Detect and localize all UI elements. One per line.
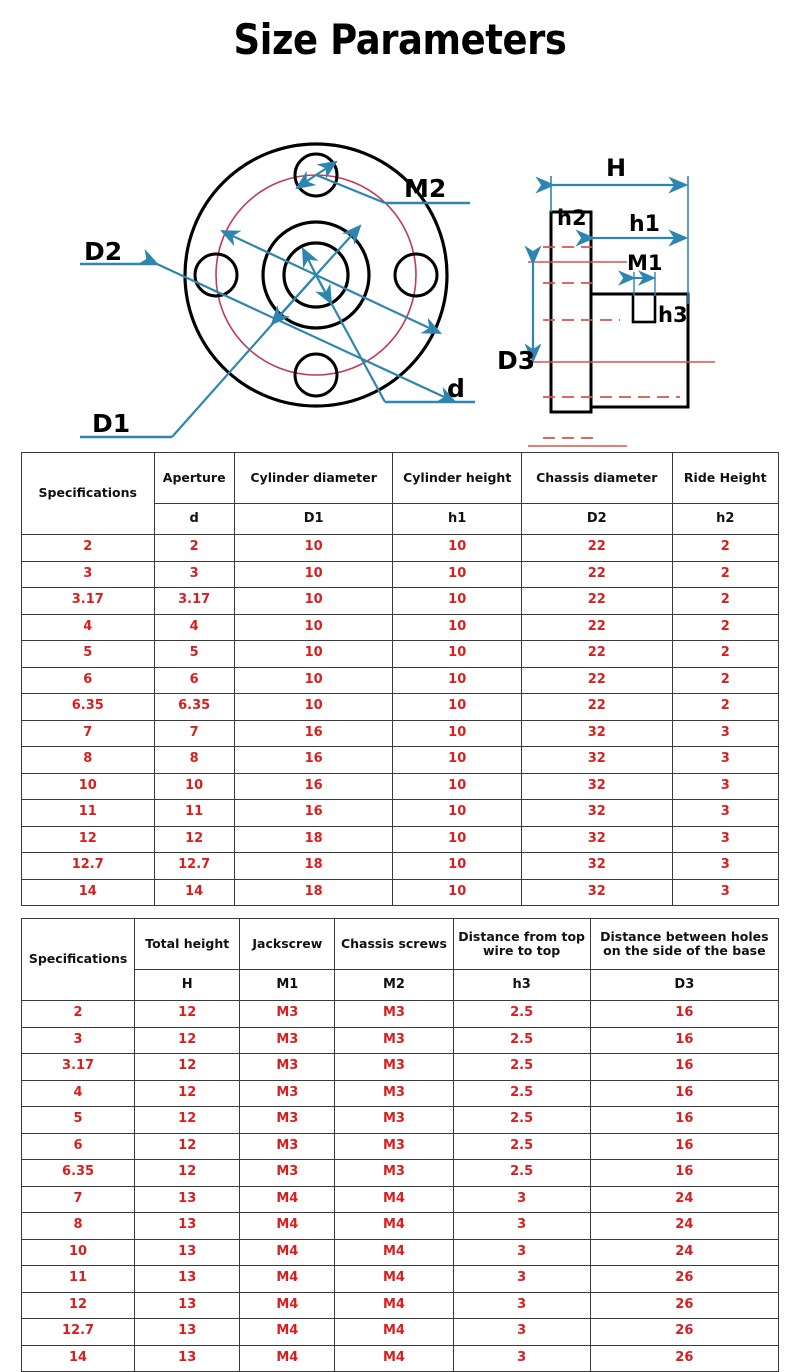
column-header: Cylinder diameter [234,453,393,504]
table-cell: 2 [672,535,778,562]
table-cell: 16 [590,1107,778,1134]
table-cell: 8 [154,747,234,774]
table-cell: 2.5 [453,1107,590,1134]
table-row [22,1080,779,1107]
table-cell: M4 [335,1292,453,1319]
table-cell: 16 [234,773,393,800]
column-symbol: H [135,970,240,1001]
table-cell: 16 [590,1080,778,1107]
table-cell: M4 [335,1266,453,1293]
table-header-row [22,453,779,504]
table-cell: 16 [234,800,393,827]
table-cell: M3 [335,1133,453,1160]
table-cell: 26 [590,1292,778,1319]
table-cell: 3 [672,826,778,853]
table-cell: M3 [335,1027,453,1054]
page-title: Size Parameters [233,15,567,64]
table-cell: 10 [393,747,522,774]
hidden-lines-group [543,247,680,452]
table-cell: 3 [672,720,778,747]
table-cell: 22 [521,561,672,588]
column-symbol: D2 [521,504,672,535]
table-cell: M3 [240,1160,335,1187]
table-cell: 12.7 [22,853,155,880]
column-symbol: M1 [240,970,335,1001]
table-cell: 7 [22,720,155,747]
table-cell: 10 [393,641,522,668]
table-cell: 2.5 [453,1160,590,1187]
table-row [22,694,779,721]
table-cell: M3 [240,1001,335,1028]
table-row [22,1213,779,1240]
table-cell: 6 [154,667,234,694]
table-cell: 10 [234,561,393,588]
table-cell: 18 [234,879,393,906]
table-cell: 22 [521,535,672,562]
d1-arrow-lower [272,275,316,324]
table-cell: 5 [22,641,155,668]
table-cell: 2 [672,694,778,721]
table-cell: 3 [22,1027,135,1054]
table-cell: 6.35 [22,1160,135,1187]
table-row [22,879,779,906]
table-cell: 6.35 [154,694,234,721]
table-row [22,614,779,641]
column-header: Chassis screws [335,919,453,970]
column-header: Ride Height [672,453,778,504]
table-cell: M3 [335,1107,453,1134]
table-cell: 11 [22,1266,135,1293]
label-M2: M2 [404,174,447,203]
column-symbol: h1 [393,504,522,535]
table-cell: 10 [234,588,393,615]
table-cell: 18 [234,853,393,880]
table-row [22,1266,779,1293]
table-cell: 5 [22,1107,135,1134]
table-cell: 32 [521,720,672,747]
table-cell: 16 [234,720,393,747]
table-cell: M4 [335,1239,453,1266]
table-cell: 3 [672,773,778,800]
table-cell: M4 [335,1319,453,1346]
table-cell: 8 [22,1213,135,1240]
table-cell: 13 [135,1292,240,1319]
table-cell: 12 [135,1160,240,1187]
table-cell: 6 [22,667,155,694]
table-cell: 3 [453,1239,590,1266]
table-cell: 10 [234,694,393,721]
column-header: Specifications [22,919,135,1001]
table-cell: 8 [22,747,155,774]
table-cell: 10 [234,641,393,668]
table-row [22,667,779,694]
table-cell: M3 [240,1027,335,1054]
table-cell: M4 [240,1345,335,1372]
column-header: Distance between holes on the side of the base [590,919,778,970]
table-cell: 10 [393,667,522,694]
table-cell: 3 [154,561,234,588]
column-symbol: d [154,504,234,535]
table-row [22,800,779,827]
table-cell: 32 [521,747,672,774]
table-cell: M3 [335,1080,453,1107]
table-cell: 10 [22,773,155,800]
table-cell: 10 [234,667,393,694]
table-cell: M3 [335,1054,453,1081]
label-D3: D3 [497,346,536,375]
label-M1: M1 [627,251,663,275]
table-cell: 26 [590,1345,778,1372]
table-row [22,1054,779,1081]
label-D2: D2 [84,237,123,266]
d1-arrow-upper [316,226,360,275]
table-cell: 32 [521,853,672,880]
table-cell: 13 [135,1213,240,1240]
table2-body [22,1001,779,1372]
table-cell: 2.5 [453,1133,590,1160]
table-row [22,773,779,800]
label-h1: h1 [629,212,660,237]
table-cell: M4 [240,1319,335,1346]
table-cell: 2 [154,535,234,562]
table-row [22,1001,779,1028]
table-cell: 10 [154,773,234,800]
table-cell: 10 [234,535,393,562]
table-cell: 22 [521,614,672,641]
table-cell: M4 [335,1345,453,1372]
table-cell: M3 [240,1133,335,1160]
table-row [22,588,779,615]
table-cell: 3 [453,1213,590,1240]
label-h3: h3 [658,303,688,327]
table-row [22,1239,779,1266]
table-cell: 10 [393,879,522,906]
table-cell: 2 [672,614,778,641]
table-row [22,1292,779,1319]
table-cell: 2.5 [453,1001,590,1028]
table1-head [22,453,779,535]
table-row [22,1186,779,1213]
table-cell: 14 [22,879,155,906]
table-cell: M3 [240,1080,335,1107]
table-row [22,1160,779,1187]
table-cell: 5 [154,641,234,668]
table-cell: 2.5 [453,1054,590,1081]
table-cell: M3 [335,1160,453,1187]
table-cell: M3 [240,1107,335,1134]
table-cell: 3 [453,1292,590,1319]
table-row [22,1107,779,1134]
table-cell: 13 [135,1186,240,1213]
table-cell: 12 [135,1133,240,1160]
table-cell: 12 [135,1054,240,1081]
flange-front-view [80,144,475,438]
column-symbol: h2 [672,504,778,535]
column-symbol: M2 [335,970,453,1001]
table-cell: 18 [234,826,393,853]
table-cell: 10 [393,535,522,562]
table-row [22,1345,779,1372]
table-cell: 16 [590,1001,778,1028]
table-cell: 2 [672,588,778,615]
table-cell: 2.5 [453,1027,590,1054]
column-header: Specifications [22,453,155,535]
table-header-row [22,919,779,970]
table-cell: 10 [393,826,522,853]
table-cell: 22 [521,667,672,694]
table-cell: 3 [453,1319,590,1346]
table-cell: 10 [393,588,522,615]
column-symbol: D1 [234,504,393,535]
dimensions-table-primary [21,452,779,906]
flange-plate-profile [551,212,591,412]
table-row [22,561,779,588]
table-cell: 3 [672,747,778,774]
table-cell: 4 [22,614,155,641]
table-cell: 26 [590,1266,778,1293]
table-cell: 12.7 [154,853,234,880]
table1-container [0,452,800,906]
column-header: Cylinder height [393,453,522,504]
column-symbol: h3 [453,970,590,1001]
table-cell: 3 [453,1186,590,1213]
technical-drawing [0,72,800,452]
table-cell: 24 [590,1186,778,1213]
table-cell: 16 [590,1027,778,1054]
table-cell: 10 [393,853,522,880]
table-row [22,641,779,668]
table-cell: 3 [672,853,778,880]
table-cell: 12 [135,1107,240,1134]
table-cell: 12.7 [22,1319,135,1346]
table-cell: 13 [135,1266,240,1293]
table-cell: M4 [240,1292,335,1319]
table-row [22,1027,779,1054]
table-cell: 2 [672,641,778,668]
table-cell: 13 [135,1239,240,1266]
dimensions-table-secondary [21,918,779,1372]
table-symbol-row [22,970,779,1001]
table-cell: 13 [135,1319,240,1346]
table2-container [0,918,800,1372]
label-D1: D1 [92,409,131,438]
table-cell: 6 [22,1133,135,1160]
table2-head [22,919,779,1001]
setscrew-notch [633,294,655,322]
table-cell: 16 [590,1133,778,1160]
table-cell: 3.17 [22,1054,135,1081]
table-cell: 26 [590,1319,778,1346]
m2-arrow-upper [316,162,336,175]
table-cell: 10 [393,561,522,588]
table-cell: 14 [22,1345,135,1372]
table-cell: 14 [154,879,234,906]
table-cell: 2 [672,667,778,694]
table-cell: 12 [22,826,155,853]
table-cell: 16 [590,1054,778,1081]
table-cell: M4 [335,1186,453,1213]
table-cell: 10 [393,614,522,641]
table-cell: 4 [22,1080,135,1107]
table-cell: 10 [22,1239,135,1266]
table-cell: 32 [521,773,672,800]
table-cell: 13 [135,1345,240,1372]
table-cell: 3 [672,879,778,906]
table-cell: 12 [154,826,234,853]
table-cell: 24 [590,1239,778,1266]
table-row [22,1133,779,1160]
table-cell: 2 [22,1001,135,1028]
table-cell: M4 [240,1186,335,1213]
table-cell: 2.5 [453,1080,590,1107]
table-cell: M4 [240,1239,335,1266]
table-cell: 10 [234,614,393,641]
column-header: Distance from top wire to top [453,919,590,970]
table-cell: 6.35 [22,694,155,721]
table-cell: 3 [453,1345,590,1372]
table-cell: M4 [335,1213,453,1240]
table-row [22,535,779,562]
table-cell: M3 [240,1054,335,1081]
table-cell: 10 [393,773,522,800]
table-cell: M3 [335,1001,453,1028]
table-cell: 22 [521,694,672,721]
table-cell: 32 [521,826,672,853]
label-h2: h2 [557,206,587,230]
column-header: Chassis diameter [521,453,672,504]
table-cell: 2 [22,535,155,562]
table-cell: 3 [453,1266,590,1293]
table-cell: 7 [22,1186,135,1213]
table-cell: 12 [135,1027,240,1054]
table-cell: 12 [22,1292,135,1319]
table-cell: 16 [234,747,393,774]
table-cell: 3.17 [154,588,234,615]
column-symbol: D3 [590,970,778,1001]
table1-body [22,535,779,906]
table-row [22,853,779,880]
table-cell: 12 [135,1001,240,1028]
label-H: H [606,154,627,182]
table-cell: 16 [590,1160,778,1187]
table-cell: 10 [393,694,522,721]
table-cell: 32 [521,800,672,827]
table-row [22,826,779,853]
table-cell: 10 [393,720,522,747]
table-cell: 12 [135,1080,240,1107]
table-cell: 22 [521,588,672,615]
table-cell: 11 [154,800,234,827]
column-header: Total height [135,919,240,970]
table-cell: 2 [672,561,778,588]
table-cell: 4 [154,614,234,641]
table-cell: M4 [240,1266,335,1293]
table-cell: 32 [521,879,672,906]
table-row [22,747,779,774]
table-cell: 3 [22,561,155,588]
flange-side-view [497,154,715,452]
column-header: Aperture [154,453,234,504]
table-cell: M4 [240,1213,335,1240]
table-row [22,720,779,747]
label-d: d [447,374,465,403]
table-cell: 7 [154,720,234,747]
table-cell: 3 [672,800,778,827]
table-cell: 11 [22,800,155,827]
table-row [22,1319,779,1346]
table-cell: 10 [393,800,522,827]
table-cell: 3.17 [22,588,155,615]
table-cell: 24 [590,1213,778,1240]
table-cell: 22 [521,641,672,668]
column-header: Jackscrew [240,919,335,970]
m2-leader-diagonal [316,175,385,203]
